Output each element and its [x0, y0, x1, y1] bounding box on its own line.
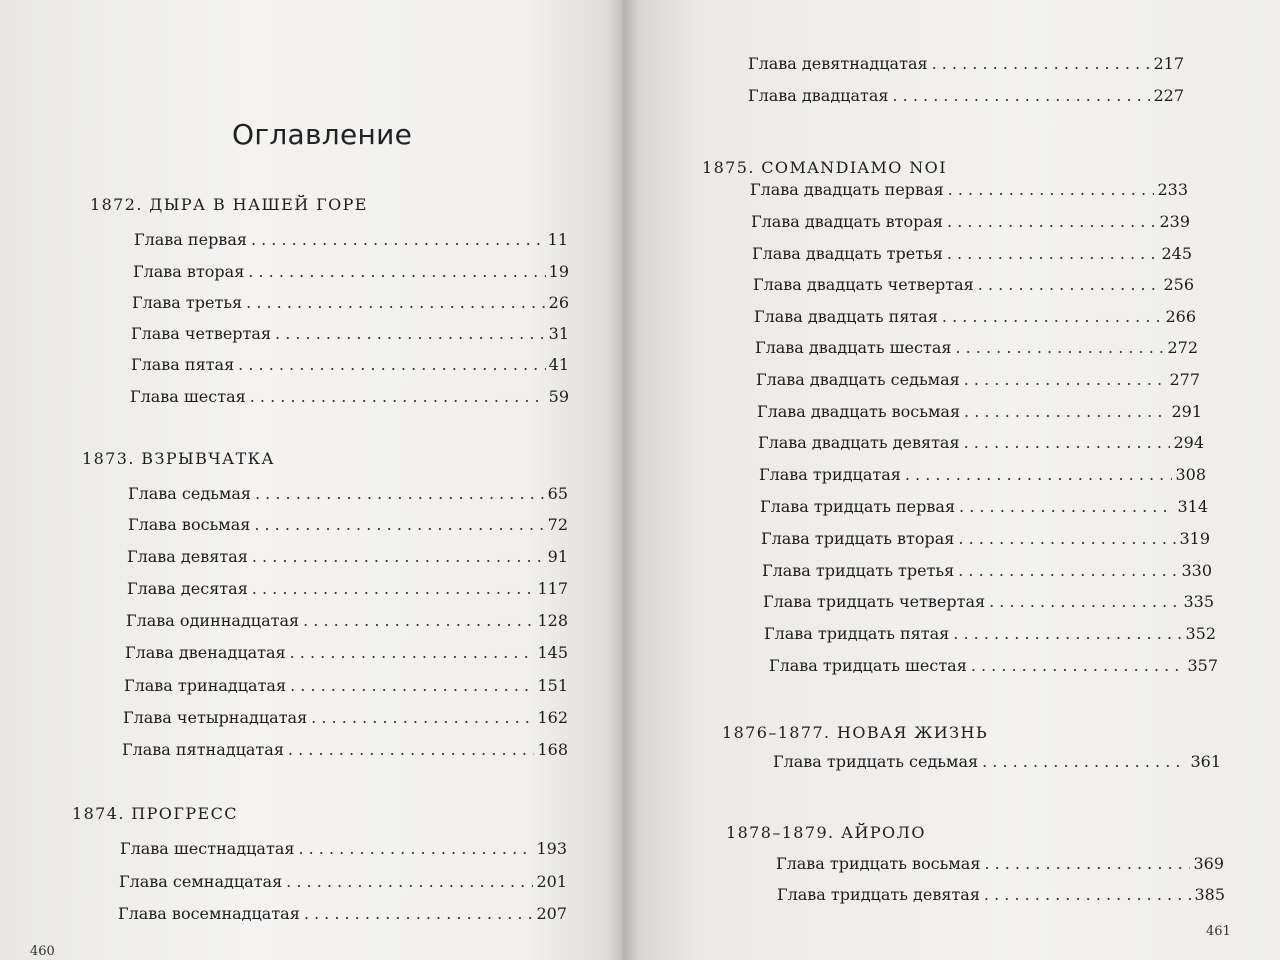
toc-entry-label: Глава одиннадцатая — [126, 611, 300, 630]
toc-entry-page: 291 — [1171, 402, 1202, 421]
toc-entry-page: 233 — [1157, 180, 1188, 199]
toc-entry-label: Глава тридцать четвертая — [763, 592, 986, 611]
toc-leader-dots — [982, 751, 1187, 773]
toc-leader-dots — [905, 464, 1173, 486]
toc-entry-label: Глава вторая — [133, 262, 245, 281]
toc-entry-label: Глава двадцатая — [748, 86, 889, 105]
toc-leader-dots — [971, 655, 1185, 677]
page-number: 460 — [30, 944, 55, 959]
toc-entry-label: Глава четвертая — [131, 324, 272, 343]
toc-entry — [761, 528, 1210, 550]
toc-entry — [127, 578, 568, 600]
toc-leader-dots — [984, 853, 1190, 875]
toc-entry-label: Глава пятнадцатая — [122, 740, 284, 759]
toc-entry — [752, 243, 1192, 265]
toc-entry-label: Глава двадцать первая — [750, 180, 944, 199]
toc-entry-label: Глава девятнадцатая — [748, 54, 928, 73]
toc-entry-page: 272 — [1167, 338, 1198, 357]
toc-entry-label: Глава двадцать четвертая — [753, 275, 974, 294]
toc-entry-label: Глава девятая — [127, 547, 248, 566]
right-page — [622, 0, 1280, 960]
toc-entry-page: 266 — [1165, 307, 1196, 326]
toc-entry-page: 11 — [547, 230, 568, 249]
toc-entry-page: 369 — [1193, 854, 1224, 873]
toc-leader-dots — [251, 229, 545, 251]
toc-entry-label: Глава десятая — [127, 579, 248, 598]
page-title: Оглавление — [232, 118, 413, 151]
toc-leader-dots — [250, 386, 546, 408]
toc-entry — [754, 306, 1196, 328]
toc-entry — [764, 623, 1216, 645]
toc-entry — [124, 675, 568, 697]
toc-entry-label: Глава двенадцатая — [125, 643, 286, 662]
toc-leader-dots — [290, 675, 534, 697]
toc-leader-dots — [304, 903, 534, 925]
toc-entry-label: Глава двадцать седьмая — [756, 370, 960, 389]
toc-entry-label: Глава восьмая — [128, 515, 251, 534]
toc-entry-page: 59 — [548, 387, 569, 406]
section-title: 1876–1877. НОВАЯ ЖИЗНЬ — [722, 723, 988, 742]
toc-entry — [757, 401, 1202, 423]
toc-leader-dots — [254, 514, 544, 536]
toc-leader-dots — [953, 623, 1182, 645]
toc-entry-page: 151 — [537, 676, 568, 695]
toc-entry-page: 128 — [537, 611, 568, 630]
toc-entry-page: 352 — [1185, 624, 1216, 643]
toc-leader-dots — [978, 274, 1161, 296]
toc-leader-dots — [964, 369, 1167, 391]
toc-entry-label: Глава тридцать девятая — [777, 885, 980, 904]
toc-leader-dots — [958, 560, 1178, 582]
toc-entry — [134, 229, 568, 251]
toc-entry — [133, 261, 569, 283]
toc-entry-label: Глава двадцать шестая — [755, 338, 952, 357]
book-gutter-shadow — [606, 0, 640, 960]
toc-entry-page: 31 — [548, 324, 569, 343]
toc-entry-label: Глава тридцать вторая — [761, 529, 955, 548]
toc-leader-dots — [255, 483, 545, 505]
toc-leader-dots — [964, 401, 1168, 423]
toc-entry-label: Глава двадцать третья — [752, 244, 943, 263]
toc-entry — [118, 903, 567, 925]
toc-entry-label: Глава седьмая — [128, 484, 251, 503]
toc-entry-page: 385 — [1194, 885, 1225, 904]
toc-entry-label: Глава семнадцатая — [119, 872, 283, 891]
toc-leader-dots — [288, 739, 535, 761]
toc-entry-page: 72 — [547, 515, 568, 534]
toc-entry-page: 335 — [1183, 592, 1214, 611]
toc-entry-page: 277 — [1169, 370, 1200, 389]
toc-entry-page: 41 — [548, 355, 569, 374]
toc-entry-label: Глава двадцать девятая — [758, 433, 960, 452]
toc-entry-page: 256 — [1163, 275, 1194, 294]
toc-entry-label: Глава тридцать восьмая — [776, 854, 981, 873]
toc-entry-label: Глава третья — [132, 293, 243, 312]
toc-leader-dots — [932, 53, 1151, 75]
toc-entry — [750, 179, 1188, 201]
toc-leader-dots — [893, 85, 1151, 107]
toc-entry-page: 19 — [548, 262, 569, 281]
toc-entry-label: Глава пятая — [131, 355, 235, 374]
toc-leader-dots — [298, 838, 533, 860]
toc-entry-label: Глава двадцать вторая — [751, 212, 944, 231]
section-title: 1875. COMANDIAMO NOI — [702, 158, 947, 177]
toc-leader-dots — [303, 610, 534, 632]
toc-leader-dots — [290, 642, 535, 664]
toc-leader-dots — [246, 292, 545, 314]
toc-entry — [128, 483, 568, 505]
toc-entry — [760, 496, 1208, 518]
toc-leader-dots — [286, 871, 533, 893]
toc-leader-dots — [959, 496, 1174, 518]
toc-entry-label: Глава шестнадцатая — [120, 839, 295, 858]
toc-leader-dots — [275, 323, 546, 345]
toc-entry-label: Глава восемнадцатая — [118, 904, 300, 923]
left-page — [0, 0, 622, 960]
toc-leader-dots — [252, 578, 535, 600]
toc-entry-label: Глава четырнадцатая — [123, 708, 308, 727]
toc-entry-label: Глава двадцать пятая — [754, 307, 938, 326]
toc-entry — [748, 85, 1184, 107]
toc-entry-label: Глава тридцать третья — [762, 561, 955, 580]
toc-entry-page: 227 — [1153, 86, 1184, 105]
toc-entry — [756, 369, 1200, 391]
toc-entry-page: 207 — [536, 904, 567, 923]
toc-entry — [777, 884, 1225, 906]
toc-entry-label: Глава двадцать восьмая — [757, 402, 961, 421]
toc-entry-page: 145 — [537, 643, 568, 662]
toc-leader-dots — [947, 211, 1156, 233]
toc-entry-page: 239 — [1159, 212, 1190, 231]
toc-leader-dots — [958, 528, 1176, 550]
toc-leader-dots — [311, 707, 534, 729]
toc-leader-dots — [948, 179, 1155, 201]
toc-leader-dots — [248, 261, 545, 283]
toc-entry-page: 201 — [536, 872, 567, 891]
toc-entry — [773, 751, 1221, 773]
toc-entry — [131, 354, 569, 376]
toc-entry-page: 361 — [1190, 752, 1221, 771]
toc-entry — [122, 739, 568, 761]
toc-entry-label: Глава тридцать пятая — [764, 624, 950, 643]
toc-entry-page: 168 — [537, 740, 568, 759]
toc-leader-dots — [947, 243, 1159, 265]
section-title: 1872. ДЫРА В НАШЕЙ ГОРЕ — [90, 195, 368, 214]
toc-entry — [123, 707, 568, 729]
toc-entry — [119, 871, 567, 893]
toc-entry — [125, 642, 568, 664]
toc-entry — [748, 53, 1184, 75]
toc-entry — [128, 514, 568, 536]
toc-leader-dots — [955, 337, 1164, 359]
toc-entry-page: 117 — [537, 579, 568, 598]
toc-entry-page: 308 — [1175, 465, 1206, 484]
toc-entry — [776, 853, 1224, 875]
toc-entry-page: 294 — [1173, 433, 1204, 452]
toc-leader-dots — [989, 591, 1180, 613]
toc-entry — [751, 211, 1190, 233]
toc-entry-label: Глава тридцать шестая — [769, 656, 967, 675]
toc-leader-dots — [238, 354, 545, 376]
toc-entry — [132, 292, 569, 314]
toc-entry-page: 330 — [1181, 561, 1212, 580]
toc-entry — [753, 274, 1194, 296]
toc-entry — [762, 560, 1212, 582]
toc-entry — [131, 323, 569, 345]
toc-entry-page: 314 — [1177, 497, 1208, 516]
toc-entry — [763, 591, 1214, 613]
page-number: 461 — [1206, 924, 1231, 939]
section-title: 1873. ВЗРЫВЧАТКА — [82, 449, 275, 468]
toc-entry-page: 357 — [1187, 656, 1218, 675]
toc-entry — [769, 655, 1218, 677]
toc-entry — [758, 432, 1204, 454]
toc-entry-label: Глава тридцатая — [759, 465, 901, 484]
toc-entry-label: Глава шестая — [130, 387, 246, 406]
toc-entry-page: 193 — [536, 839, 567, 858]
toc-entry-label: Глава тридцать первая — [760, 497, 956, 516]
toc-entry-page: 162 — [537, 708, 568, 727]
toc-entry — [755, 337, 1198, 359]
toc-entry-page: 245 — [1161, 244, 1192, 263]
toc-entry — [130, 386, 569, 408]
toc-entry — [759, 464, 1206, 486]
toc-leader-dots — [984, 884, 1192, 906]
toc-entry-page: 65 — [547, 484, 568, 503]
section-title: 1874. ПРОГРЕСС — [72, 804, 238, 823]
toc-entry-page: 217 — [1153, 54, 1184, 73]
toc-entry — [127, 546, 568, 568]
toc-entry-page: 26 — [548, 293, 569, 312]
toc-entry — [120, 838, 567, 860]
toc-entry — [126, 610, 568, 632]
toc-leader-dots — [942, 306, 1163, 328]
toc-entry-label: Глава первая — [134, 230, 247, 249]
section-title: 1878–1879. АЙРОЛО — [726, 823, 926, 842]
toc-entry-label: Глава тридцать седьмая — [773, 752, 979, 771]
toc-entry-label: Глава тринадцатая — [124, 676, 287, 695]
toc-entry-page: 91 — [547, 547, 568, 566]
toc-leader-dots — [964, 432, 1171, 454]
toc-entry-page: 319 — [1179, 529, 1210, 548]
toc-leader-dots — [252, 546, 545, 568]
